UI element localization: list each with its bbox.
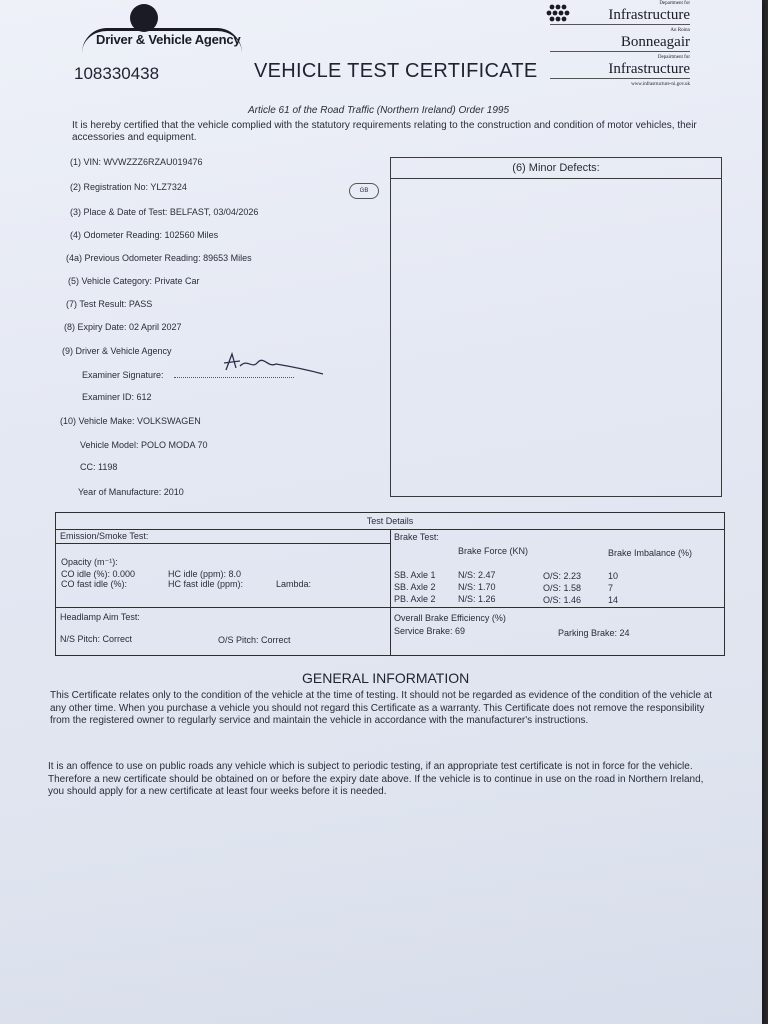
- general-paragraph-1: This Certificate relates only to the condition of the vehicle at the time of testing. It should not be regarded as evidence of the condition of the vehicle at any other time. When you purchase a vehicle you should not regard this Certificate as a warranty. This Certificate does not remove the responsibility from the registered owner to regularly service and maintain the vehicle in accordance with the manufacturer's instructions.: [50, 690, 713, 726]
- opacity-field: Opacity (m⁻¹):: [61, 557, 118, 567]
- co-idle-field: CO idle (%): 0.000: [61, 569, 136, 579]
- registration-field: (2) Registration No: YLZ7324: [70, 182, 187, 192]
- result-field: (7) Test Result: PASS: [66, 299, 153, 309]
- brake-row-ns: N/S: 2.47: [458, 570, 496, 580]
- brake-row-os: O/S: 2.23: [543, 571, 582, 581]
- brake-row-os: O/S: 1.46: [543, 595, 582, 605]
- previous-odometer-field: (4a) Previous Odometer Reading: 89653 Miles: [66, 253, 252, 263]
- brake-row-axle: SB. Axle 2: [394, 582, 436, 592]
- dept-infrastructure-2: Infrastructure: [608, 61, 690, 77]
- odometer-field: (4) Odometer Reading: 102560 Miles: [70, 230, 219, 240]
- dept-url: www.infrastructure-ni.gov.uk: [631, 82, 690, 87]
- expiry-field: (8) Expiry Date: 02 April 2027: [64, 322, 182, 332]
- make-field: (10) Vehicle Make: VOLKSWAGEN: [60, 416, 201, 426]
- general-paragraph-2: It is an offence to use on public roads any vehicle which is subject to periodic testing, if an appropriate test certificate is not in force for the vehicle. Therefore a new certificate should be obtained on or before the expiry date above. If the vehicle is to continue in use on the road in Northern Ireland, you should apply for a new certificate at least four weeks before it is needed.: [48, 761, 704, 797]
- brake-row-axle: SB. Axle 1: [394, 570, 436, 580]
- test-details-table: [55, 512, 725, 656]
- department-logo: [550, 0, 690, 88]
- headlamp-heading: Headlamp Aim Test:: [60, 612, 140, 622]
- brake-row-os: O/S: 1.58: [543, 583, 582, 593]
- vin-field: (1) VIN: WVWZZZ6RZAU019476: [70, 157, 203, 167]
- brake-row-ns: N/S: 1.70: [458, 582, 496, 592]
- emission-heading: Emission/Smoke Test:: [60, 531, 149, 541]
- dept-divider: [550, 78, 690, 79]
- lambda-field: Lambda:: [276, 579, 312, 589]
- emission-headlamp-column: [56, 529, 391, 655]
- dva-logo: [82, 26, 247, 54]
- brake-block: [391, 529, 724, 608]
- cc-field: CC: 1198: [80, 462, 118, 472]
- service-brake-field: Service Brake: 69: [394, 626, 466, 636]
- brake-imbalance-header: Brake Imbalance (%): [608, 548, 693, 558]
- agency-field: (9) Driver & Vehicle Agency: [62, 346, 172, 356]
- gb-badge: GB: [349, 183, 379, 199]
- examiner-signature-label: Examiner Signature:: [82, 370, 164, 380]
- dept-irish-small: An Roinn: [670, 28, 690, 33]
- year-field: Year of Manufacture: 2010: [78, 487, 184, 497]
- brake-row-imbalance: 14: [608, 595, 619, 605]
- parking-brake-field: Parking Brake: 24: [558, 628, 630, 638]
- article-reference: Article 61 of the Road Traffic (Northern Ireland) Order 1995: [248, 105, 510, 116]
- certification-statement: It is hereby certified that the vehicle complied with the statutory requirements relating to the construction and condition of motor vehicles, their accessories and equipment.: [72, 120, 697, 143]
- brake-row-ns: N/S: 1.26: [458, 594, 496, 604]
- co-fast-idle-field: CO fast idle (%):: [61, 579, 128, 589]
- agency-name: Driver & Vehicle Agency: [96, 32, 241, 47]
- category-field: (5) Vehicle Category: Private Car: [68, 276, 200, 286]
- hc-fast-idle-field: HC fast idle (ppm):: [168, 579, 244, 589]
- dept-top-label: Department for: [659, 1, 690, 6]
- hc-idle-field: HC idle (ppm): 8.0: [168, 569, 242, 579]
- minor-defects-title: (6) Minor Defects:: [391, 158, 721, 179]
- emission-block: [56, 529, 390, 608]
- certificate-number: 108330438: [74, 64, 160, 83]
- brake-force-header: Brake Force (KN): [458, 546, 529, 556]
- minor-defects-box: [390, 157, 722, 497]
- test-details-title: Test Details: [56, 513, 724, 530]
- certificate-title: VEHICLE TEST CERTIFICATE: [254, 60, 538, 82]
- os-pitch-field: O/S Pitch: Correct: [218, 635, 291, 645]
- brake-row-imbalance: 7: [608, 583, 614, 593]
- brake-row-imbalance: 10: [608, 571, 619, 581]
- dept-divider: [550, 51, 690, 52]
- dept-ulster-small: Depairtment fur: [657, 55, 690, 60]
- general-information-title: GENERAL INFORMATION: [302, 670, 470, 686]
- brake-efficiency-heading: Overall Brake Efficiency (%): [394, 613, 506, 623]
- brake-column: [391, 529, 724, 655]
- place-date-field: (3) Place & Date of Test: BELFAST, 03/04/2026: [70, 207, 259, 217]
- dfi-emblem-icon: [546, 3, 576, 25]
- ns-pitch-field: N/S Pitch: Correct: [60, 634, 133, 644]
- brake-heading: Brake Test:: [394, 532, 439, 542]
- examiner-id-field: Examiner ID: 612: [82, 392, 152, 402]
- dept-irish: Bonneagair: [620, 34, 690, 50]
- model-field: Vehicle Model: POLO MODA 70: [80, 440, 208, 450]
- brake-row-axle: PB. Axle 2: [394, 594, 436, 604]
- dept-infrastructure-1: Infrastructure: [608, 7, 690, 23]
- examiner-signature: [218, 348, 328, 378]
